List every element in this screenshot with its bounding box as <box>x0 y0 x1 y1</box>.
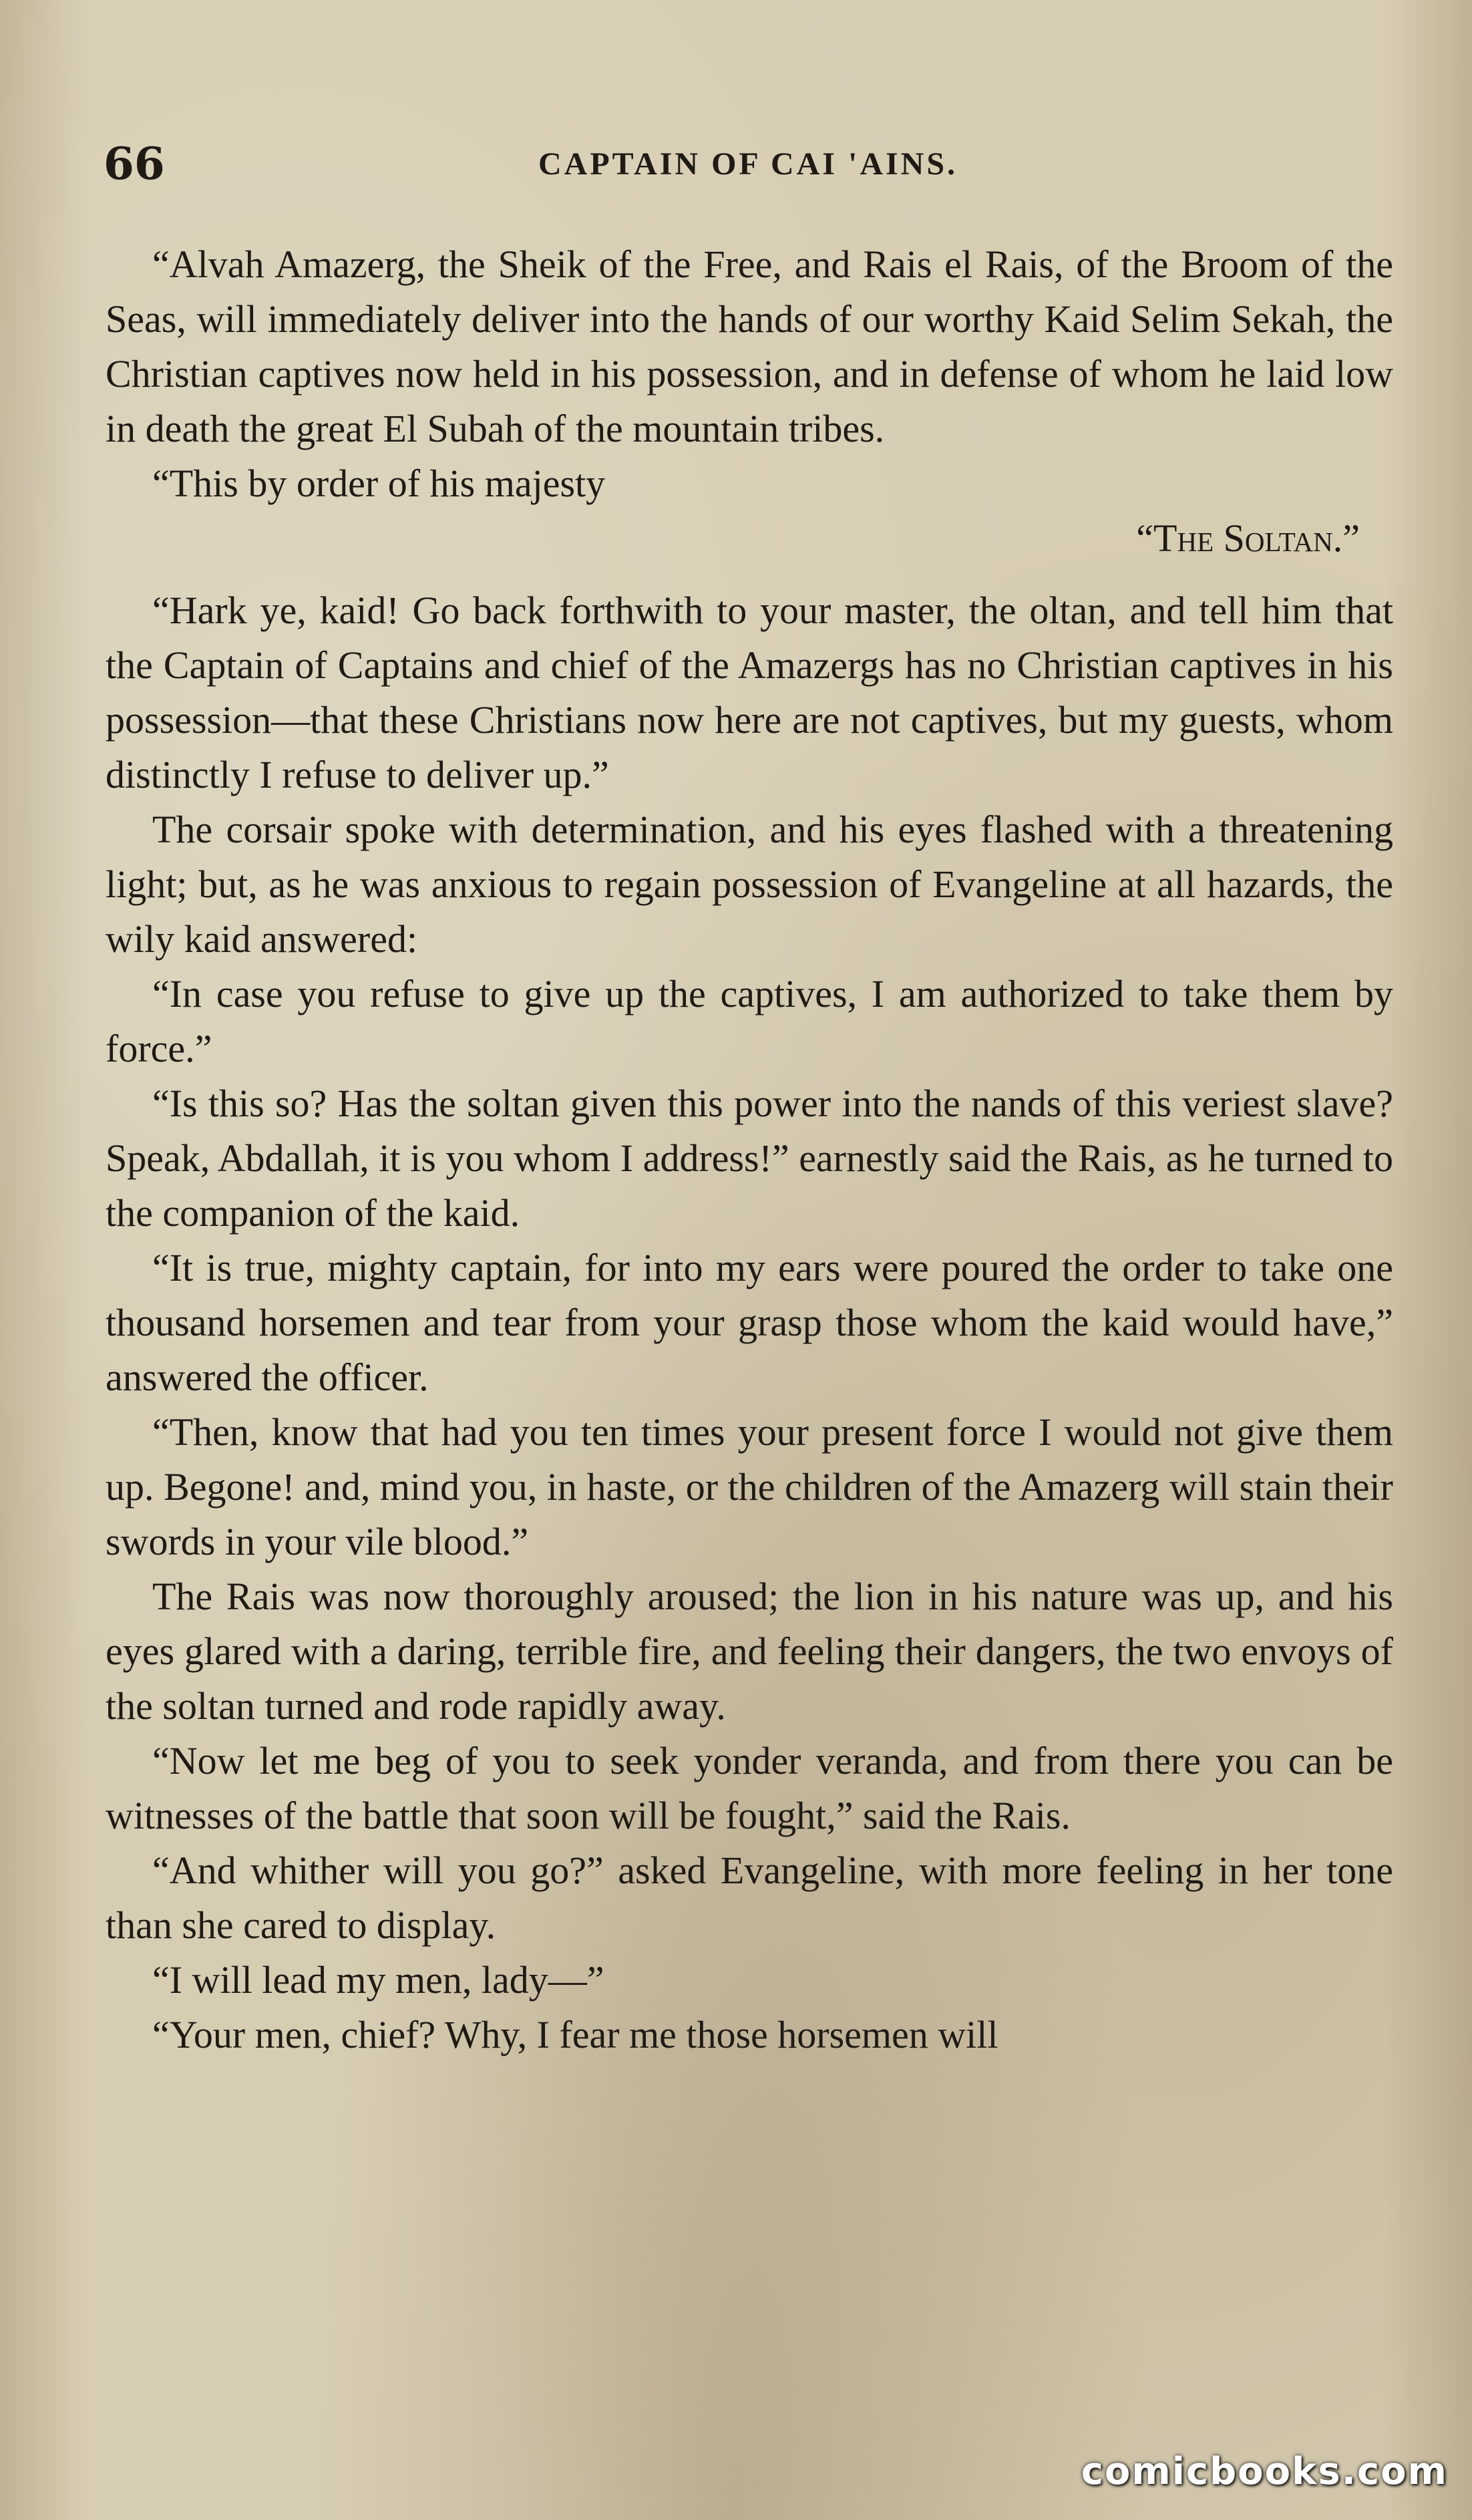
body-text <box>106 237 1393 2062</box>
paragraph-hark-ye: “Hark ye, kaid! Go back forthwith to your master, the oltan, and tell him that the Captain of Captains and chief of the Amazergs has no Christian captives in his possession—that these Christians now here are not captives, but my guests, whom distinctly I refuse to deliver up.” <box>106 589 1393 796</box>
signature-text: “The Soltan.” <box>1136 516 1360 560</box>
paragraph-rais-aroused: The Rais was now thoroughly aroused; the lion in his nature was up, and his eyes glared with a daring, terrible fire, and feeling their dangers, the two envoys of the soltan turned and rode rapidly away. <box>106 1575 1393 1728</box>
paragraph-it-is-true: “It is true, mighty captain, for into my ears were poured the order to take one thousand horsemen and tear from your grasp those whom the kaid would have,” answered the officer. <box>106 1246 1393 1399</box>
paragraph-lead-my-men: “I will lead my men, lady—” <box>152 1958 604 2002</box>
paragraph-your-men: “Your men, chief? Why, I fear me those horsemen will <box>152 2013 998 2056</box>
running-title: CAPTAIN OF CAI 'AINS. <box>538 146 958 182</box>
paragraph-by-order: “This by order of his majesty <box>152 462 606 505</box>
page-number: 66 <box>104 138 165 190</box>
paragraph-corsair-spoke: The corsair spoke with determination, and his eyes flashed with a threatening light; but, as he was anxious to regain possession of Evangeline at all hazards, the wily kaid answered: <box>106 808 1393 961</box>
paragraph-whither: “And whither will you go?” asked Evangeline, with more feeling in her tone than she cared to display. <box>106 1849 1393 1947</box>
watermark: comicbooks.com <box>1081 2450 1448 2493</box>
paragraph-veranda: “Now let me beg of you to seek yonder veranda, and from there you can be witnesses of the battle that soon will be fought,” said the Rais. <box>106 1739 1393 1837</box>
paragraph-is-this-so: “Is this so? Has the soltan given this power into the nands of this veriest slave? Speak, Abdallah, it is you whom I address!” earnestly said the Rais, as he turned to the companion of the kaid. <box>106 1082 1393 1235</box>
paragraph-proclamation: “Alvah Amazerg, the Sheik of the Free, and Rais el Rais, of the Broom of the Seas, will immediately deliver into the hands of our worthy Kaid Selim Sekah, the Christian captives now held in his possession, and in defense of whom he laid low in death the great El Subah of the mountain tribes. <box>106 243 1393 450</box>
paragraph-then-know: “Then, know that had you ten times your present force I would not give them up. Begone! and, mind you, in haste, or the children of the Amazerg will stain their swords in your vile blood.” <box>106 1410 1393 1563</box>
paragraph-in-case: “In case you refuse to give up the captives, I am authorized to take them by force.” <box>106 972 1393 1070</box>
proclamation-signature <box>106 511 1393 566</box>
running-head <box>104 137 1393 190</box>
